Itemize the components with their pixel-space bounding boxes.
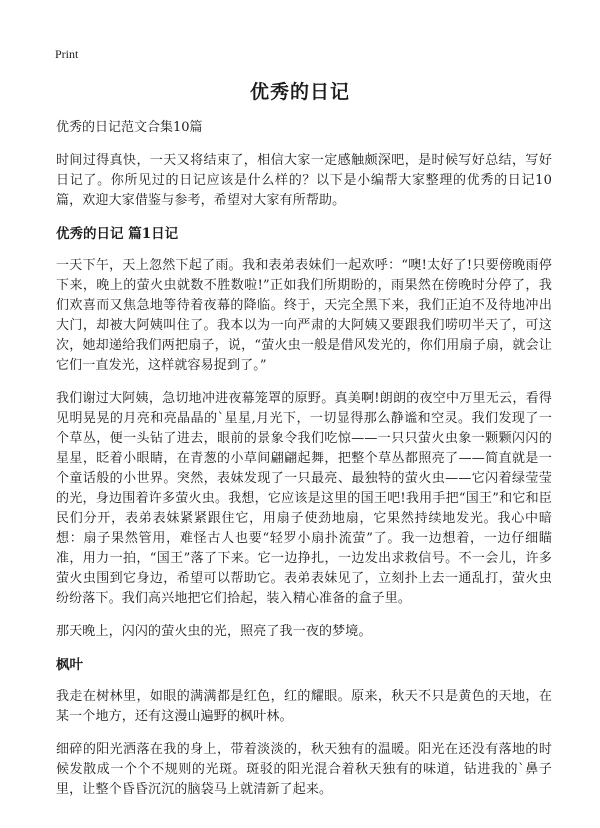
print-link[interactable]: Print [55,47,79,61]
section1-paragraph-1: 一天下午，天上忽然下起了雨。我和表弟表妹们一起欢呼：“噢!太好了!只要傍晚雨停下来，晚上的萤火虫就数不胜数啦!”正如我们所期盼的，雨果然在傍晚时分停了，我们欢喜而又焦急地等待着夜幕的降临。终于，天完全黑下来，我们正迫不及待地冲出大门，却被大阿姨叫住了。我本以为一向严肃的大阿姨又要跟我们唠叨半天了，可这次，她却递给我们两把扇子，说，“萤火虫一般是借风发光的，你们用扇子扇，就会让它们一直发光，这样就容易捉到了。” [56,258,552,373]
document-body [56,119,552,813]
section-heading-2: 枫叶 [56,657,83,673]
section-heading-1: 优秀的日记 篇1日记 [56,226,179,242]
section1-paragraph-2: 我们谢过大阿姨，急切地冲进夜幕笼罩的原野。真美啊!朗朗的夜空中万里无云，看得见明晃晃的月亮和亮晶晶的`星星,月光下，一切显得那么静谧和空灵。我们发现了一个草丛，便一头钻了进去，眼前的景象令我们吃惊——一只只萤火虫象一颗颗闪闪的星星，眨着小眼睛，在青葱的小草间翩翩起舞，把整个草丛都照亮了——简直就是一个童话般的小世界。突然，表妹发现了一只最亮、最独特的萤火虫——它闪着绿莹莹的光，身边围着许多萤火虫。我想，它应该是这里的国王吧!我用手把“国王”和它和臣民们分开，表弟表妹紧紧跟住它，用扇子使劲地扇，它果然持续地发光。我心中暗想：扇子果然管用，难怪古人也要“轻罗小扇扑流萤”了。我一边想着，一边仔细瞄准，用力一拍，“国王”落了下来。它一边挣扎，一边发出求救信号。不一会儿，许多萤火虫围到它身边，希望可以帮助它。表弟表妹见了，立刻扑上去一通乱打，萤火虫纷纷落下。我们高兴地把它们拾起，装入精心准备的盒子里。 [56,391,552,606]
section1-paragraph-3: 那天晚上，闪闪的萤火虫的光，照亮了我一夜的梦境。 [56,624,372,639]
intro-paragraph: 时间过得真快，一天又将结束了，相信大家一定感触颇深吧，是时候写好总结，写好日记了。你所见过的日记应该是什么样的？以下是小编帮大家整理的优秀的日记10篇，欢迎大家借鉴与参考，希望对大家有所帮助。 [56,153,552,208]
section2-paragraph-1: 我走在树林里，如眼的满满都是红色，红的耀眼。原来，秋天不只是黄色的天地，在某一个地方，还有这漫山遍野的枫叶林。 [56,689,552,724]
page-title: 优秀的日记 [249,81,350,103]
section2-paragraph-2: 细碎的阳光洒落在我的身上，带着淡淡的，秋天独有的温暖。阳光在还没有落地的时候发散成一个个不规则的光斑。斑驳的阳光混合着秋天独有的味道，钻进我的`鼻子里，让整个昏昏沉沉的脑袋马上就清新了起来。 [56,742,552,797]
collection-subtitle: 优秀的日记范文合集10篇 [56,120,203,135]
